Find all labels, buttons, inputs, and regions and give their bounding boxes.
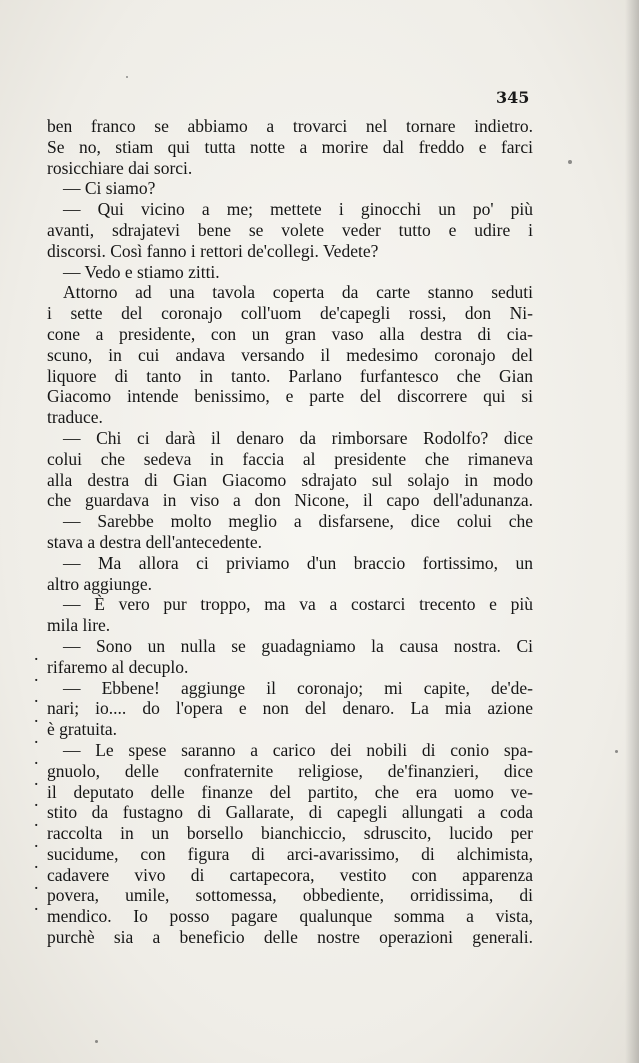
margin-mark: . — [34, 872, 39, 893]
margin-mark: . — [34, 810, 39, 831]
margin-mark: . — [34, 685, 39, 706]
margin-mark: . — [34, 747, 39, 768]
text-line: — Ebbene! aggiunge il coronajo; mi capite, de'de- — [63, 677, 533, 698]
text-line: nari; io.... do l'opera e non del denaro. La mia azione — [47, 698, 533, 719]
text-line: — Sarebbe molto meglio a disfarsene, dice colui che — [63, 511, 533, 532]
margin-mark: . — [34, 789, 39, 810]
text-line: mendico. Io posso pagare qualunque somma a vista, — [47, 906, 533, 927]
page-number: 345 — [496, 88, 530, 107]
text-line: purchè sia a beneficio delle nostre operazioni generali. — [47, 927, 533, 948]
margin-mark: . — [34, 893, 39, 914]
paper-speck — [568, 160, 572, 164]
text-line: — Le spese saranno a carico dei nobili di conio spa- — [63, 739, 533, 760]
margin-mark: . — [34, 644, 39, 664]
text-line: — È vero pur troppo, ma va a costarci trecento e più — [63, 594, 533, 615]
text-line: cadavere vivo di cartapecora, vestito con apparenza — [47, 864, 533, 885]
text-line: povera, umile, sottomessa, obbediente, orridissima, di — [47, 885, 533, 906]
text-line: Se no, stiam qui tutta notte a morire dal freddo e farci — [47, 136, 533, 157]
text-line: gnuolo, delle confraternite religiose, de'finanzieri, dice — [47, 760, 533, 781]
text-line: — Ci siamo? — [63, 178, 156, 199]
margin-marks — [34, 644, 44, 914]
text-line: — Ma allora ci priviamo d'un braccio fortissimo, un — [63, 552, 533, 573]
page-edge-shadow — [625, 0, 639, 1063]
margin-mark: . — [34, 727, 39, 748]
text-line: che guardava in viso a don Nicone, il capo dell'adunanza. — [47, 490, 533, 511]
text-line: altro aggiunge. — [47, 573, 152, 594]
text-line: mila lire. — [47, 615, 111, 636]
margin-mark: . — [34, 768, 39, 789]
text-line: rifaremo al decuplo. — [47, 656, 189, 677]
text-line: sucidume, con figura di arci-avarissimo, di alchimista, — [47, 843, 533, 864]
text-line: traduce. — [47, 407, 103, 428]
text-line: scuno, in cui andava versando il medesimo coronajo del — [47, 344, 533, 365]
body-text — [47, 116, 533, 948]
text-line: rosicchiare dai sorci. — [47, 157, 193, 178]
text-line: stito da fustagno di Gallarate, di capegli allungati a coda — [47, 802, 533, 823]
text-line: — Qui vicino a me; mettete i ginocchi un po' più — [63, 199, 533, 220]
margin-mark: . — [34, 831, 39, 852]
margin-mark: . — [34, 706, 39, 727]
text-line: — Vedo e stiamo zitti. — [63, 261, 220, 282]
margin-mark: . — [34, 664, 39, 685]
text-line: Giacomo intende benissimo, e parte del discorrere qui si — [47, 386, 533, 407]
paper-speck — [126, 76, 128, 78]
text-line: cone a presidente, con un gran vaso alla destra di cia- — [47, 323, 533, 344]
text-line: il deputato delle finanze del partito, che era uomo ve- — [47, 781, 533, 802]
text-line: i sette del coronajo coll'uom de'capegli rossi, don Ni- — [47, 303, 533, 324]
text-line: liquore di tanto in tanto. Parlano furfantesco che Gian — [47, 365, 533, 386]
text-line: discorsi. Così fanno i rettori de'collegi. Vedete? — [47, 240, 379, 261]
paper-speck — [615, 750, 618, 753]
text-line: è gratuita. — [47, 719, 117, 740]
text-line: — Chi ci darà il denaro da rimborsare Rodolfo? dice — [63, 427, 533, 448]
text-line: alla destra di Gian Giacomo sdrajato sul solajo in modo — [47, 469, 533, 490]
text-line: colui che sedeva in faccia al presidente che rimaneva — [47, 448, 533, 469]
margin-mark: . — [34, 851, 39, 872]
paper-speck — [95, 1040, 98, 1043]
text-line: stava a destra dell'antecedente. — [47, 531, 262, 552]
text-line: avanti, sdrajatevi bene se volete veder tutto e udire i — [47, 219, 533, 240]
text-line: raccolta in un borsello bianchiccio, sdruscito, lucido per — [47, 823, 533, 844]
text-line: Attorno ad una tavola coperta da carte stanno seduti — [63, 282, 533, 303]
text-line: — Sono un nulla se guadagniamo la causa nostra. Ci — [63, 635, 533, 656]
text-line: ben franco se abbiamo a trovarci nel tornare indietro. — [47, 116, 533, 136]
